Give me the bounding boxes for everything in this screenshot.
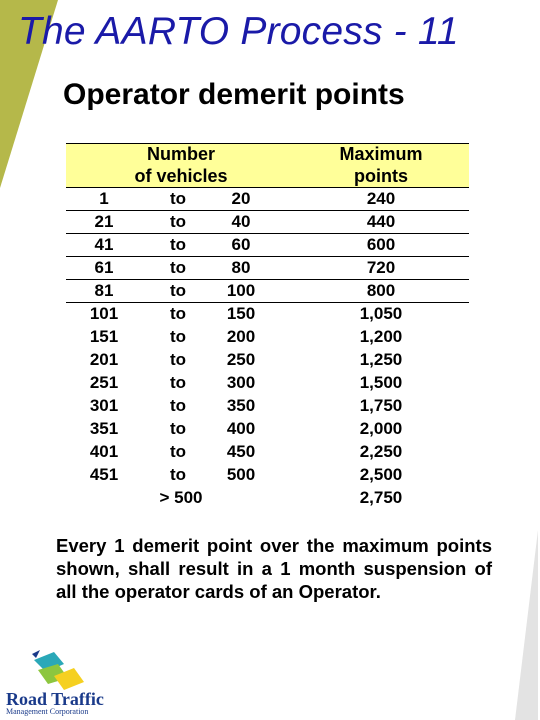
range-from: 301: [89, 396, 119, 415]
range-to-word: to: [169, 396, 187, 415]
table-row-last: [66, 486, 469, 509]
table-row: [66, 302, 469, 325]
max-points: 1,750: [359, 396, 403, 415]
max-points: 2,250: [359, 442, 403, 461]
max-points: 1,250: [359, 350, 403, 369]
range-upto: 60: [231, 235, 251, 254]
max-points: 1,500: [359, 373, 403, 392]
range-from: 41: [94, 235, 114, 254]
table-top-border: [66, 143, 469, 144]
range-from: 351: [89, 419, 119, 438]
range-upto: 100: [226, 281, 256, 300]
range-upto: 300: [226, 373, 256, 392]
table-row: [66, 210, 469, 233]
max-points: 1,200: [359, 327, 403, 346]
table-row: [66, 256, 469, 279]
max-points: 2,500: [359, 465, 403, 484]
table-row: [66, 371, 469, 394]
range-from: 201: [89, 350, 119, 369]
range-over-500: > 500: [159, 488, 203, 507]
range-to-word: to: [169, 465, 187, 484]
range-upto: 500: [226, 465, 256, 484]
range-to-word: to: [169, 258, 187, 277]
max-points: 440: [366, 212, 396, 231]
table-row: [66, 394, 469, 417]
range-from: 151: [89, 327, 119, 346]
range-to-word: to: [169, 235, 187, 254]
table-row: [66, 440, 469, 463]
max-points: 800: [366, 281, 396, 300]
header-vehicles: [106, 143, 256, 187]
range-upto: 80: [231, 258, 251, 277]
range-upto: 250: [226, 350, 256, 369]
demerit-points-table: [66, 143, 469, 513]
range-to-word: to: [169, 419, 187, 438]
range-to-word: to: [169, 373, 187, 392]
table-row: [66, 279, 469, 302]
range-upto: 20: [231, 189, 251, 208]
range-from: 1: [99, 189, 109, 208]
range-to-word: to: [169, 212, 187, 231]
table-body: [66, 187, 469, 509]
table-row: [66, 417, 469, 440]
header-vehicles-line1: Number: [146, 144, 215, 164]
table-row: [66, 325, 469, 348]
range-upto: 200: [226, 327, 256, 346]
rtmc-logo-icon: [28, 650, 90, 692]
table-row: [66, 187, 469, 210]
header-max-line2: points: [354, 166, 408, 186]
logo-name-line1: Road Traffic: [6, 689, 104, 709]
range-to-word: to: [169, 327, 187, 346]
range-upto: 350: [226, 396, 256, 415]
range-to-word: to: [169, 304, 187, 323]
range-upto: 400: [226, 419, 256, 438]
explanation-paragraph: Every 1 demerit point over the maximum points shown, shall result in a 1 month suspension of all the operator cards of an Operator.: [56, 535, 492, 602]
range-upto: 150: [226, 304, 256, 323]
page-title: The AARTO Process - 11: [18, 10, 459, 53]
header-max-points: [328, 143, 434, 187]
range-to-word: to: [169, 442, 187, 461]
table-header: [66, 143, 469, 187]
table-row: [66, 233, 469, 256]
range-upto: 40: [231, 212, 251, 231]
table-row: [66, 463, 469, 486]
header-vehicles-line2: of vehicles: [134, 166, 228, 186]
range-from: 401: [89, 442, 119, 461]
range-from: 451: [89, 465, 119, 484]
range-from: 21: [94, 212, 114, 231]
table-row: [66, 348, 469, 371]
max-points: 600: [366, 235, 396, 254]
range-from: 61: [94, 258, 114, 277]
logo-name-line2: Management Corporation: [6, 707, 89, 716]
range-to-word: to: [169, 189, 187, 208]
max-points: 2,750: [359, 488, 403, 507]
max-points: 240: [366, 189, 396, 208]
range-to-word: to: [169, 281, 187, 300]
page-subtitle: Operator demerit points: [63, 78, 405, 111]
header-max-line1: Maximum: [339, 144, 423, 164]
range-to-word: to: [169, 350, 187, 369]
range-from: 101: [89, 304, 119, 323]
range-from: 251: [89, 373, 119, 392]
max-points: 1,050: [359, 304, 403, 323]
max-points: 720: [366, 258, 396, 277]
range-upto: 450: [226, 442, 256, 461]
max-points: 2,000: [359, 419, 403, 438]
range-from: 81: [94, 281, 114, 300]
